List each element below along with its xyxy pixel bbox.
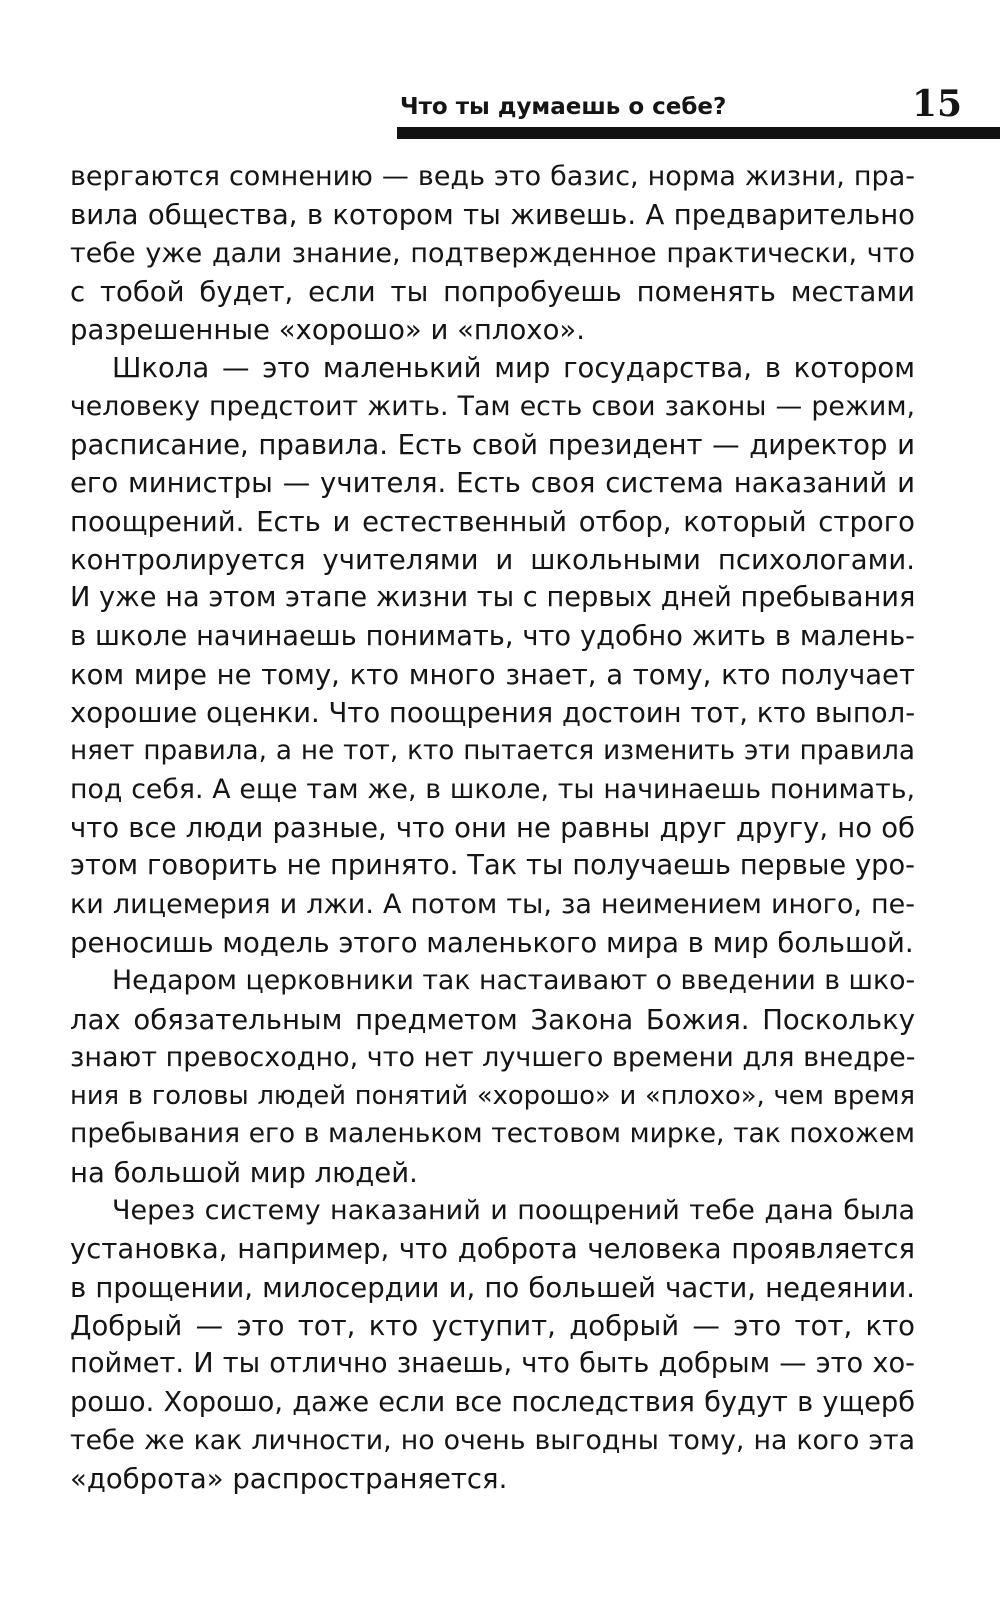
text-line: ки лицемерия и лжи. А потом ты, за неимением иного, пе- xyxy=(70,888,915,920)
text-line: ком мире не тому, кто много знает, а тому, кто получает xyxy=(70,658,915,691)
text-line: что все люди разные, что они не равны друг другу, но об xyxy=(70,812,915,845)
text-line: этом говорить не принято. Так ты получаешь первые уро- xyxy=(70,850,915,882)
text-line: в прощении, милосердии и, по большей части, недеянии. xyxy=(70,1271,915,1304)
running-head-title: Что ты думаешь о себе? xyxy=(400,94,727,120)
running-head xyxy=(0,0,1000,150)
text-line: Школа — это маленький мир государства, в котором xyxy=(112,352,915,385)
paragraph xyxy=(70,1192,915,1498)
body-text xyxy=(70,158,915,1498)
text-line: его министры — учителя. Есть своя система наказаний и xyxy=(70,467,915,500)
text-line: хорошие оценки. Что поощрения достоин тот, кто выпол- xyxy=(70,697,916,730)
text-line: лах обязательным предметом Закона Божия. Поскольку xyxy=(70,1003,915,1036)
text-line: реносишь модель этого маленького мира в мир большой. xyxy=(70,926,914,959)
paragraph xyxy=(70,962,915,1192)
text-line: вила общества, в котором ты живешь. А предварительно xyxy=(70,199,915,232)
paragraph xyxy=(70,349,915,962)
text-line: И уже на этом этапе жизни ты с первых дней пребывания xyxy=(70,582,916,614)
text-line: в школе начинаешь понимать, что удобно жить в малень- xyxy=(70,620,915,652)
text-line: поймет. И ты отлично знаешь, что быть добрым — это хо- xyxy=(70,1348,915,1380)
text-line: с тобой будет, если ты попробуешь поменять местами xyxy=(70,275,915,308)
text-line: тебе же как личности, но очень выгодны тому, на кого эта xyxy=(70,1424,915,1456)
text-line: Недаром церковники так настаивают о введении в шко- xyxy=(112,965,916,997)
text-line: няет правила, а не тот, кто пытается изменить эти правила xyxy=(70,736,915,767)
text-line: пребывания его в маленьком тестовом мирке, так похожем xyxy=(70,1118,915,1150)
text-line: расписание, правила. Есть свой президент — директор и xyxy=(70,429,915,462)
text-line: знают превосходно, что нет лучшего времени для внедре- xyxy=(70,1041,916,1073)
text-line: «доброта» распространяется. xyxy=(70,1463,508,1496)
text-line: тебе уже дали знание, подтвержденное практически, что xyxy=(70,237,915,269)
text-line: разрешенные «хорошо» и «плохо». xyxy=(70,314,585,347)
text-line: установка, например, что доброта человека проявляется xyxy=(70,1233,915,1266)
text-line: Через систему наказаний и поощрений тебе дана была xyxy=(112,1195,915,1227)
text-line: поощрений. Есть и естественный отбор, который строго xyxy=(70,505,915,538)
text-line: вергаются сомнению — ведь это базис, норма жизни, пра- xyxy=(70,161,915,192)
page-number: 15 xyxy=(912,83,963,125)
header-rule xyxy=(397,127,1000,139)
text-line: на большой мир людей. xyxy=(70,1156,418,1189)
paragraph xyxy=(70,158,915,349)
text-line: под себя. А еще там же, в школе, ты начинаешь понимать, xyxy=(70,773,915,805)
text-line: ния в головы людей понятий «хорошо» и «плохо», чем время xyxy=(70,1081,915,1112)
text-line: человеку предстоит жить. Там есть свои законы — режим, xyxy=(70,390,915,422)
text-line: контролируется учителями и школьными психологами. xyxy=(70,543,915,576)
text-line: рошо. Хорошо, даже если все последствия будут в ущерб xyxy=(70,1386,915,1418)
text-line: Добрый — это тот, кто уступит, добрый — это тот, кто xyxy=(70,1309,915,1342)
